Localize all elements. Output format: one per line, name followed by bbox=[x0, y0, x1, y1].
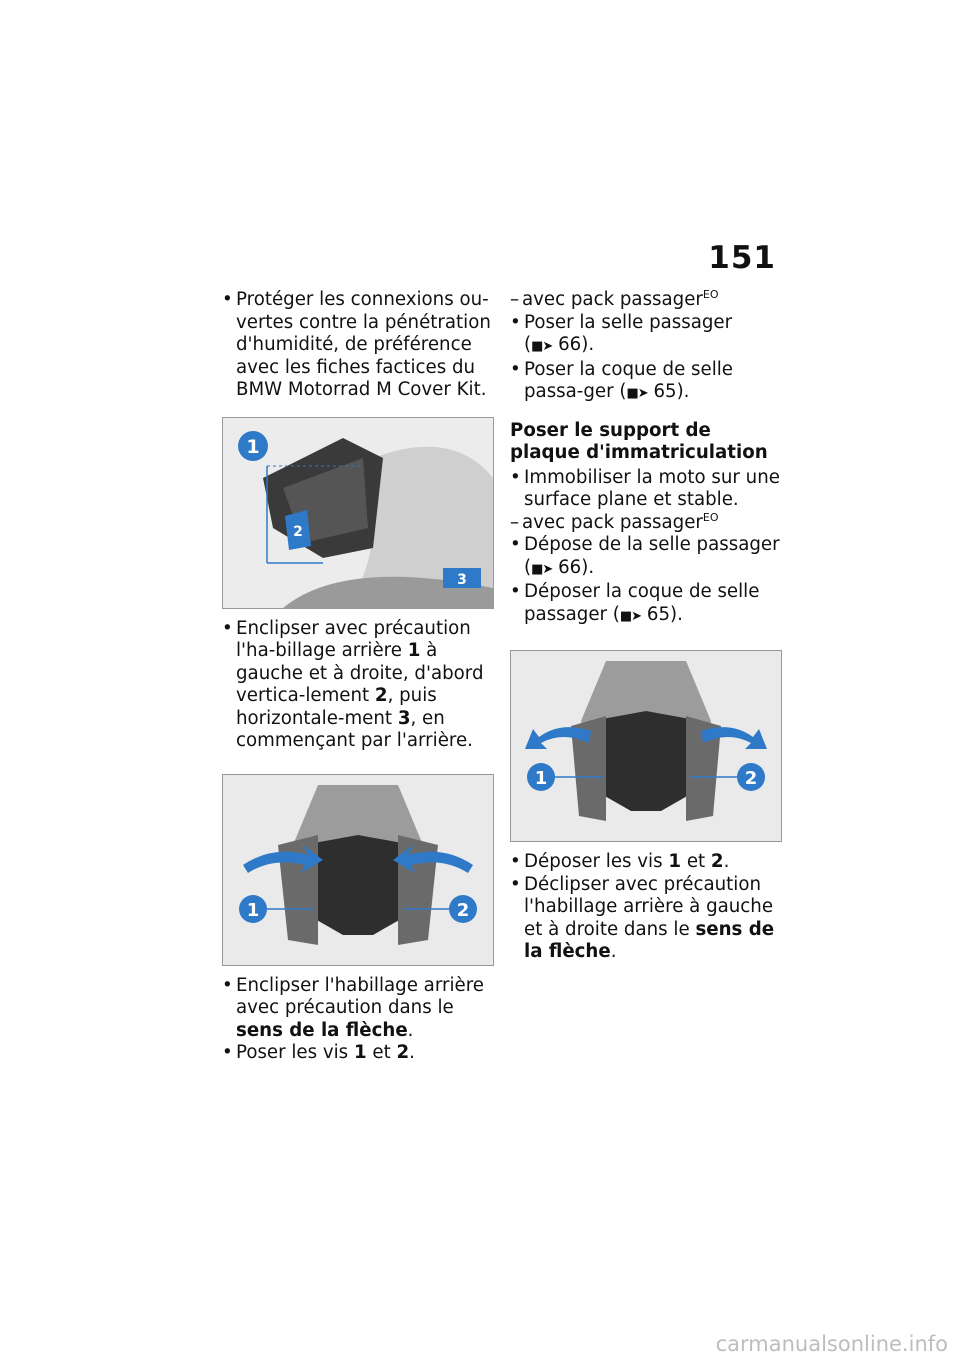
step-unclip-trim: • Déclipser avec précaution l'habillage arrière à gauche et à droite dans le sens de la flèche. bbox=[510, 874, 782, 964]
step-clip-direction: • Enclipser l'habillage arrière avec précaution dans le sens de la flèche. bbox=[222, 975, 494, 1043]
condition-passenger-pack-2: – avec pack passager$^{EO}$ bbox=[510, 512, 782, 535]
rear-trim-removal-illustration bbox=[511, 651, 781, 841]
callout-3: 3 bbox=[457, 571, 467, 588]
condition-passenger-pack-1: – avec pack passager$^{EO}$ bbox=[510, 289, 782, 312]
step-install-seat: • Poser la selle passager (■➤ 66). bbox=[510, 312, 782, 359]
arrow-ref-icon: ■➤ bbox=[531, 339, 553, 354]
figure-rear-trim-install bbox=[222, 774, 494, 966]
rear-trim-illustration bbox=[223, 775, 493, 965]
step-clip-trim: • Enclipser avec précaution l'ha-billage arrière 1 à gauche et à droite, d'abord vertica-lement 2, puis horizontale-ment 3, en commençant par l'arrière. bbox=[222, 618, 494, 753]
callout-2: 2 bbox=[744, 768, 758, 789]
callout-1: 1 bbox=[246, 435, 260, 458]
step-install-seat-cover: • Poser la coque de selle passa-ger (■➤ 65). bbox=[510, 359, 782, 406]
step-install-screws: • Poser les vis 1 et 2. bbox=[222, 1042, 494, 1065]
step-secure-bike: • Immobiliser la moto sur une surface plane et stable. bbox=[510, 467, 782, 512]
footer-watermark: carmanualsonline.info bbox=[715, 1332, 948, 1356]
callout-1: 1 bbox=[534, 768, 548, 789]
arrow-ref-icon: ■➤ bbox=[626, 386, 648, 401]
callout-2: 2 bbox=[293, 523, 303, 540]
seat-frame-illustration bbox=[223, 418, 493, 608]
step-remove-seat-cover: • Déposer la coque de selle passager (■➤ 65). bbox=[510, 581, 782, 628]
figure-rear-trim-removal bbox=[510, 650, 782, 842]
callout-1: 1 bbox=[246, 899, 260, 921]
callout-2: 2 bbox=[456, 899, 470, 921]
left-column bbox=[222, 289, 494, 1065]
right-column bbox=[510, 289, 782, 964]
section-heading: Poser le support de plaque d'immatriculation bbox=[510, 419, 768, 463]
step-remove-seat: • Dépose de la selle passager (■➤ 66). bbox=[510, 534, 782, 581]
arrow-ref-icon: ■➤ bbox=[619, 608, 642, 624]
step-protect-connections: • Protéger les connexions ou-vertes contre la pénétration d'humidité, de préférence avec les fiches factices du BMW Motorrad M Cover Kit. bbox=[222, 289, 494, 402]
arrow-ref-icon: ■➤ bbox=[531, 561, 553, 577]
step-remove-screws: • Déposer les vis 1 et 2. bbox=[510, 851, 782, 874]
page-number: 151 bbox=[708, 240, 776, 276]
figure-seat-frame bbox=[222, 417, 494, 609]
